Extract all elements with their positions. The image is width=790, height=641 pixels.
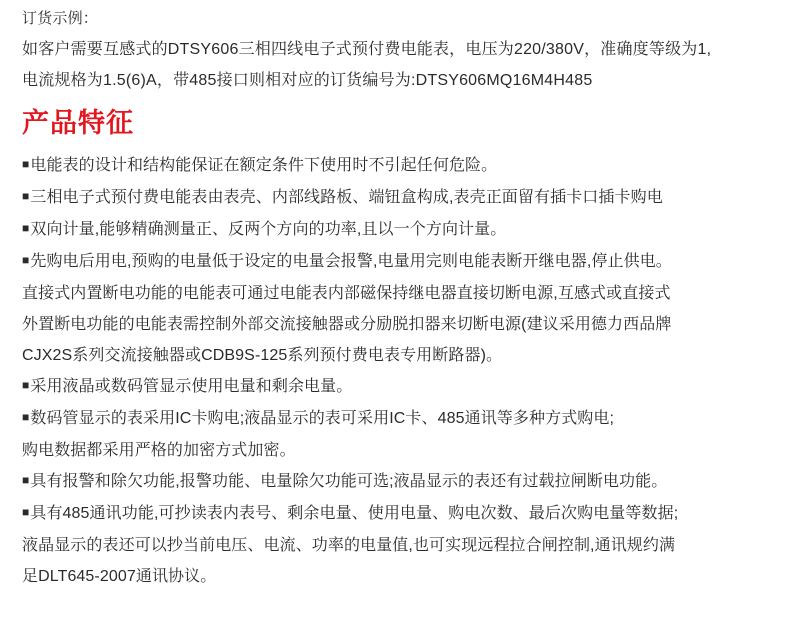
feature-continuation-line: 外置断电功能的电能表需控制外部交流接触器或分励脱扣器来切断电源(建议采用德力西品牌	[22, 316, 672, 333]
feature-continuation-line: 购电数据都采用严格的加密方式加密。	[22, 442, 296, 459]
square-bullet-icon: ■	[22, 505, 30, 519]
feature-text: 三相电子式预付费电能表由表壳、内部线路板、端钮盒构成,表壳正面留有插卡口插卡购电	[30, 189, 663, 206]
order-example-line-2: 电流规格为1.5(6)A，带485接口则相对应的订货编号为:DTSY606MQ16M4H485	[22, 72, 593, 89]
feature-item	[22, 214, 776, 246]
square-bullet-icon: ■	[22, 253, 30, 267]
order-example-line-1: 如客户需要互感式的DTSY606三相四线电子式预付费电能表，电压为220/380V，准确度等级为1,	[22, 41, 712, 58]
feature-item	[22, 371, 776, 403]
feature-item	[22, 498, 776, 530]
square-bullet-icon: ■	[22, 189, 30, 203]
order-example-block	[22, 4, 776, 96]
feature-text: 先购电后用电,预购的电量低于设定的电量会报警,电量用完则电能表断开继电器,停止供电。	[30, 253, 672, 270]
feature-item	[22, 466, 776, 498]
feature-continuation-line: 直接式内置断电功能的电能表可通过电能表内部磁保持继电器直接切断电源,互感式或直接式	[22, 285, 671, 302]
product-features-list	[22, 150, 776, 592]
feature-item	[22, 150, 776, 182]
order-example-title: 订货示例：	[22, 10, 99, 27]
feature-item	[22, 403, 776, 435]
square-bullet-icon: ■	[22, 378, 30, 392]
feature-text: 双向计量,能够精确测量正、反两个方向的功率,且以一个方向计量。	[30, 221, 507, 238]
square-bullet-icon: ■	[22, 157, 30, 171]
feature-continuation-line: 液晶显示的表还可以抄当前电压、电流、功率的电量值,也可实现远程拉合闸控制,通讯规约满	[22, 537, 676, 554]
feature-text: 采用液晶或数码管显示使用电量和剩余电量。	[30, 378, 353, 395]
section-heading-product-features: 产品特征	[22, 108, 134, 139]
feature-item	[22, 246, 776, 278]
feature-text: 电能表的设计和结构能保证在额定条件下使用时不引起任何危险。	[30, 157, 498, 174]
feature-text: 数码管显示的表采用IC卡购电;液晶显示的表可采用IC卡、485通讯等多种方式购电;	[30, 410, 615, 427]
feature-continuation-line: 足DLT645-2007通讯协议。	[22, 568, 217, 585]
feature-text: 具有报警和除欠功能,报警功能、电量除欠功能可选;液晶显示的表还有过载拉闸断电功能。	[30, 473, 668, 490]
square-bullet-icon: ■	[22, 410, 30, 424]
feature-continuation-line: CJX2S系列交流接触器或CDB9S-125系列预付费电表专用断路器)。	[22, 347, 503, 364]
square-bullet-icon: ■	[22, 221, 30, 235]
feature-item	[22, 182, 776, 214]
square-bullet-icon: ■	[22, 473, 30, 487]
feature-text: 具有485通讯功能,可抄读表内表号、剩余电量、使用电量、购电次数、最后次购电量等数据;	[30, 505, 679, 522]
